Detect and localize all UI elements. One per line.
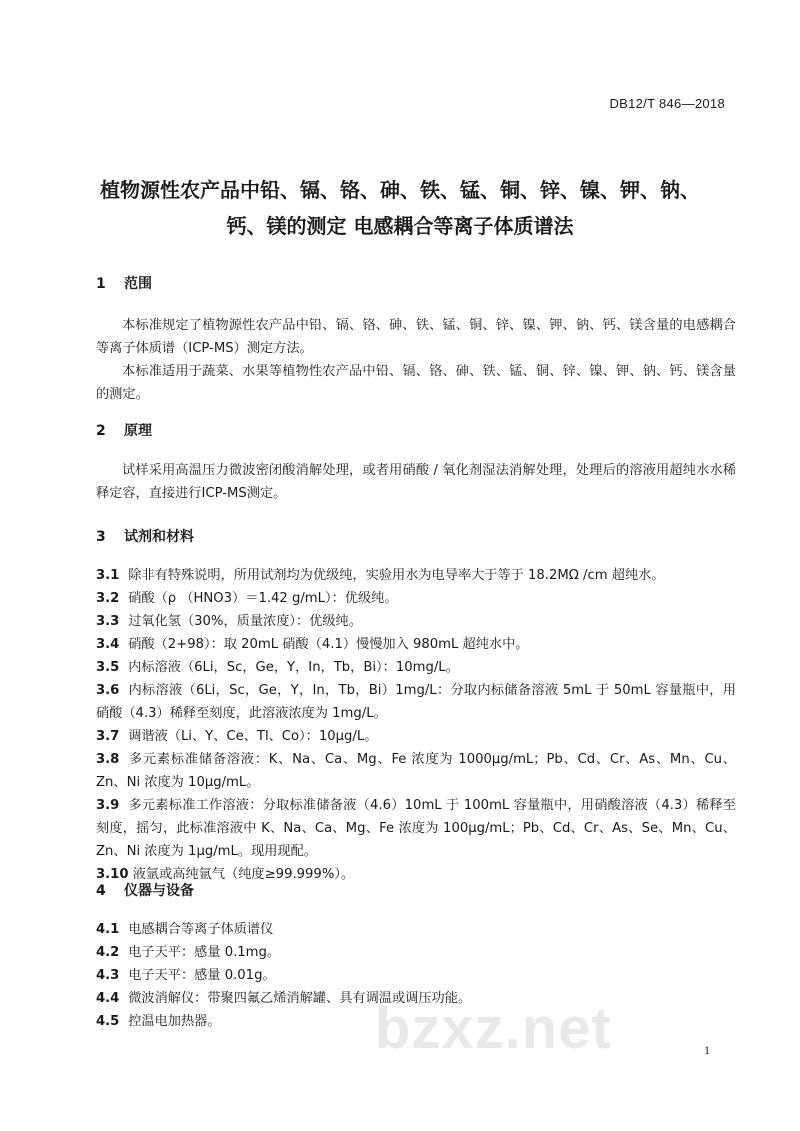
item-number: 4.5 — [96, 1014, 120, 1029]
item-number: 4.1 — [96, 922, 120, 937]
section-2-heading — [96, 420, 736, 440]
item-text: 内标溶液（6Li，Sc，Ge，Y，In，Tb，Bi）：10mg/L。 — [128, 660, 459, 675]
item-number: 3.10 — [96, 867, 129, 882]
item-number: 4.2 — [96, 945, 120, 960]
list-item — [96, 725, 736, 748]
section-3-list — [96, 564, 736, 886]
section-number: 3 — [96, 529, 106, 545]
section-title: 试剂和材料 — [124, 529, 194, 545]
list-item — [96, 941, 736, 964]
section-2-body — [96, 459, 736, 505]
page-number: 1 — [704, 1043, 710, 1057]
paragraph: 本标准适用于蔬菜、水果等植物性农产品中铅、镉、铬、砷、铁、锰、铜、锌、镍、钾、钠、钙、镁含量的测定。 — [96, 364, 736, 402]
item-text: 多元素标准工作溶液：分取标准储备液（4.6）10mL 于 100mL 容量瓶中，用硝酸溶液（4.3）稀释至刻度，摇匀，此标准溶液中 K、Na、Ca、Mg、Fe 浓度为 100μg/mL；Pb、Cd、Cr、As、Se、Mn、Cu、Zn、Ni 浓度为 1μg/mL。现用现配。 — [96, 798, 736, 859]
item-text: 电子天平：感量 0.01g。 — [128, 968, 276, 983]
item-number: 4.3 — [96, 968, 120, 983]
item-text: 过氧化氢（30%，质量浓度）：优级纯。 — [128, 614, 362, 629]
document-title — [60, 172, 740, 244]
item-number: 3.9 — [96, 798, 120, 813]
item-text: 除非有特殊说明，所用试剂均为优级纯，实验用水为电导率大于等于 18.2MΩ /cm 超纯水。 — [128, 568, 665, 583]
item-number: 3.3 — [96, 614, 120, 629]
item-number: 3.8 — [96, 752, 120, 767]
list-item — [96, 794, 736, 863]
section-3-heading — [96, 526, 736, 546]
watermark: bzxz.net — [375, 996, 612, 1061]
section-4-heading — [96, 880, 736, 900]
title-line-1: 植物源性农产品中铅、镉、铬、砷、铁、锰、铜、锌、镍、钾、钠、 — [100, 178, 700, 202]
item-number: 3.7 — [96, 729, 120, 744]
section-1-heading — [96, 273, 736, 293]
item-number: 3.4 — [96, 637, 120, 652]
item-text: 硝酸（2+98）：取 20mL 硝酸（4.1）慢慢加入 980mL 超纯水中。 — [128, 637, 529, 652]
item-text: 控温电加热器。 — [128, 1014, 221, 1029]
section-title: 仪器与设备 — [124, 883, 194, 899]
item-number: 4.4 — [96, 991, 120, 1006]
section-1-body — [96, 314, 736, 406]
item-text: 液氩或高纯氩气（纯度≥99.999%）。 — [132, 867, 355, 882]
item-text: 内标溶液（6Li，Sc，Ge，Y，In，Tb，Bi）1mg/L：分取内标储备溶液 5mL 于 50mL 容量瓶中，用硝酸（4.3）稀释至刻度，此溶液浓度为 1mg/L。 — [96, 683, 736, 721]
list-item — [96, 587, 736, 610]
section-number: 4 — [96, 883, 106, 899]
section-number: 1 — [96, 276, 106, 292]
section-number: 2 — [96, 423, 106, 439]
list-item — [96, 633, 736, 656]
item-number: 3.6 — [96, 683, 120, 698]
document-code: DB12/T 846—2018 — [609, 96, 725, 111]
list-item — [96, 679, 736, 725]
item-number: 3.1 — [96, 568, 120, 583]
list-item — [96, 610, 736, 633]
item-number: 3.5 — [96, 660, 120, 675]
item-text: 多元素标准储备溶液：K、Na、Ca、Mg、Fe 浓度为 1000μg/mL；Pb、Cd、Cr、As、Mn、Cu、Zn、Ni 浓度为 10μg/mL。 — [96, 752, 736, 790]
list-item — [96, 748, 736, 794]
title-line-2: 钙、镁的测定 电感耦合等离子体质谱法 — [226, 214, 574, 238]
item-text: 电感耦合等离子体质谱仪 — [128, 922, 274, 937]
item-text: 微波消解仪：带聚四氟乙烯消解罐、具有调温或调压功能。 — [128, 991, 472, 1006]
list-item — [96, 918, 736, 941]
paragraph: 本标准规定了植物源性农产品中铅、镉、铬、砷、铁、锰、铜、锌、镍、钾、钠、钙、镁含量的电感耦合等离子体质谱（ICP-MS）测定方法。 — [96, 318, 736, 356]
item-text: 硝酸（ρ （HNO3）＝1.42 g/mL）：优级纯。 — [128, 591, 398, 606]
list-item — [96, 656, 736, 679]
item-number: 3.2 — [96, 591, 120, 606]
section-title: 范围 — [124, 276, 152, 292]
item-text: 调谐液（Li、Y、Ce、Tl、Co）：10μg/L。 — [128, 729, 378, 744]
paragraph: 试样采用高温压力微波密闭酸消解处理，或者用硝酸 / 氧化剂湿法消解处理，处理后的溶液用超纯水水稀释定容，直接进行ICP-MS测定。 — [96, 463, 736, 501]
section-title: 原理 — [124, 423, 152, 439]
list-item — [96, 564, 736, 587]
list-item — [96, 964, 736, 987]
item-text: 电子天平：感量 0.1mg。 — [128, 945, 281, 960]
